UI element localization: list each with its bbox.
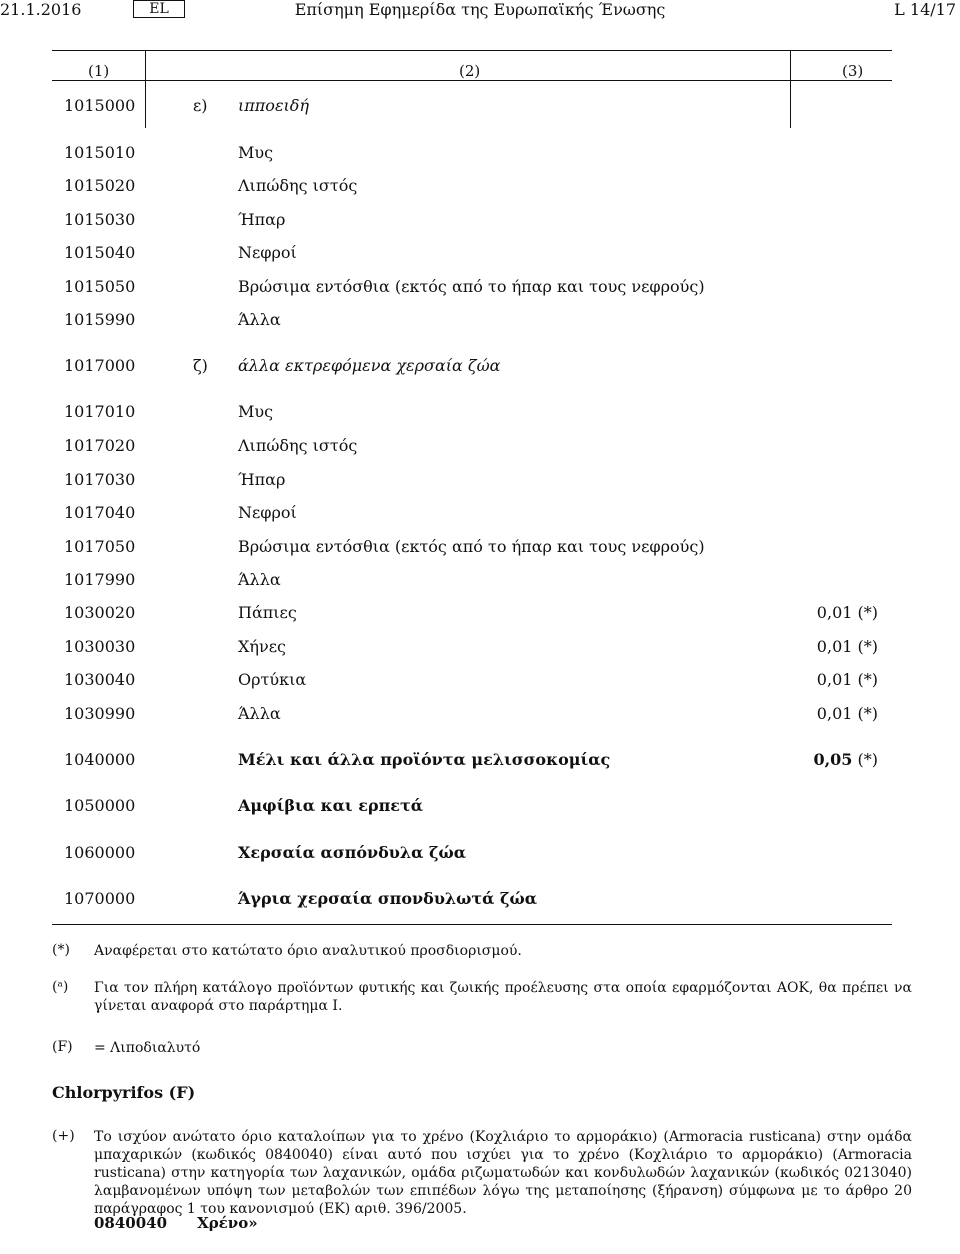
- footnote-text: = Λιποδιαλυτό: [94, 1040, 201, 1056]
- row-marker: ζ): [193, 356, 208, 375]
- row-code: 1015010: [64, 143, 136, 162]
- footnote-a: [52, 979, 912, 1019]
- table-row: [52, 537, 892, 559]
- row-value: [817, 603, 878, 622]
- row-code: 1030020: [64, 603, 136, 622]
- table-row: [52, 470, 892, 492]
- page-header: [0, 0, 960, 20]
- row-name: Μυς: [238, 143, 274, 162]
- row-name: Μυς: [238, 402, 274, 421]
- plus-note-label: (+): [52, 1128, 75, 1144]
- footnote-label: (ᵃ): [52, 979, 69, 995]
- row-value-bold: 0,05: [813, 750, 853, 769]
- row-code: 1015990: [64, 310, 136, 329]
- row-marker: ε): [193, 96, 208, 115]
- row-code: 1030040: [64, 670, 136, 689]
- table-row: [52, 310, 892, 332]
- column-header-2: (2): [459, 62, 481, 80]
- row-value: [817, 637, 878, 656]
- row-code: 1070000: [64, 889, 136, 908]
- row-code: 1060000: [64, 843, 136, 862]
- row-value-text: 0,01 (*): [816, 670, 878, 689]
- row-value-text: 0,01 (*): [816, 704, 878, 723]
- table-bottom-border: [52, 924, 892, 925]
- footnote-label: (F): [52, 1039, 73, 1055]
- row-name: Χήνες: [238, 637, 286, 656]
- row-code: 1015000: [64, 96, 136, 115]
- row-value-text: 0,01 (*): [816, 637, 878, 656]
- row-name: άλλα εκτρεφόμενα χερσαία ζώα: [238, 356, 501, 375]
- row-code: 1017040: [64, 503, 136, 522]
- table-row: [52, 503, 892, 525]
- footnote-text: Για τον πλήρη κατάλογο προϊόντων φυτικής και ζωικής προέλευσης στα οποία εφαρμόζονται ΑΟΚ, θα πρέπει να γίνεται αναφορά στο παράρτημα I.: [94, 980, 912, 1014]
- row-code: 1017010: [64, 402, 136, 421]
- row-code: 1015030: [64, 210, 136, 229]
- row-code: 1030030: [64, 637, 136, 656]
- table-row: [52, 143, 892, 165]
- table-row: [52, 750, 892, 772]
- row-value-text: (*): [852, 750, 878, 769]
- row-name: ιπποειδή: [238, 96, 310, 115]
- mrl-table: [52, 50, 892, 925]
- row-code: 1015040: [64, 243, 136, 262]
- row-name: Ορτύκια: [238, 670, 307, 689]
- row-name: Νεφροί: [238, 243, 297, 262]
- final-row-name: Χρένο»: [197, 1214, 258, 1232]
- plus-note: [52, 1128, 912, 1217]
- row-name: Αμφίβια και ερπετά: [238, 796, 424, 815]
- table-row: [52, 637, 892, 659]
- row-code: 1017000: [64, 356, 136, 375]
- row-name: Μέλι και άλλα προϊόντα μελισσοκομίας: [238, 750, 611, 769]
- table-row: [52, 210, 892, 232]
- row-code: 1017030: [64, 470, 136, 489]
- row-value: [817, 704, 878, 723]
- row-code: 1040000: [64, 750, 136, 769]
- final-row-code: 0840040: [94, 1214, 168, 1232]
- row-name: Νεφροί: [238, 503, 297, 522]
- row-name: Βρώσιμα εντόσθια (εκτός από το ήπαρ και τους νεφρούς): [238, 277, 705, 296]
- final-row: [94, 1214, 258, 1232]
- column-header-3: (3): [842, 62, 864, 80]
- table-row: [52, 843, 892, 865]
- table-row: [52, 704, 892, 726]
- row-value-text: 0,01 (*): [816, 603, 878, 622]
- row-code: 1030990: [64, 704, 136, 723]
- row-name: Βρώσιμα εντόσθια (εκτός από το ήπαρ και τους νεφρούς): [238, 537, 705, 556]
- table-row: [52, 889, 892, 911]
- section-title: Chlorpyrifos (F): [52, 1083, 196, 1102]
- row-value: [813, 750, 878, 769]
- table-row: [52, 670, 892, 692]
- row-name: Λιπώδης ιστός: [238, 436, 358, 455]
- footnote-label: (*): [52, 942, 70, 958]
- row-code: 1050000: [64, 796, 136, 815]
- table-row: [52, 277, 892, 299]
- row-code: 1017050: [64, 537, 136, 556]
- table-row: [52, 570, 892, 592]
- footnote-text: Αναφέρεται στο κατώτατο όριο αναλυτικού προσδιορισμού.: [94, 943, 522, 959]
- table-row: [52, 96, 892, 118]
- row-code: 1015020: [64, 176, 136, 195]
- row-value: [817, 670, 878, 689]
- table-row: [52, 176, 892, 198]
- header-bottom-border: [52, 80, 892, 81]
- row-name: Άλλα: [238, 310, 281, 329]
- row-code: 1017990: [64, 570, 136, 589]
- table-row: [52, 436, 892, 458]
- row-name: Άγρια χερσαία σπονδυλωτά ζώα: [238, 889, 538, 908]
- row-code: 1015050: [64, 277, 136, 296]
- table-row: [52, 243, 892, 265]
- table-row: [52, 356, 892, 378]
- page-number: L 14/17: [894, 0, 956, 19]
- row-name: Χερσαία ασπόνδυλα ζώα: [238, 843, 467, 862]
- column-header-1: (1): [88, 62, 110, 80]
- table-row: [52, 603, 892, 625]
- table-row: [52, 796, 892, 818]
- row-name: Ήπαρ: [238, 210, 286, 229]
- row-name: Πάπιες: [238, 603, 297, 622]
- language-badge: EL: [133, 0, 185, 18]
- table-row: [52, 402, 892, 424]
- row-name: Άλλα: [238, 570, 281, 589]
- row-name: Λιπώδης ιστός: [238, 176, 358, 195]
- row-name: Ήπαρ: [238, 470, 286, 489]
- table-top-border: [52, 50, 892, 51]
- plus-note-text: Το ισχύον ανώτατο όριο καταλοίπων για το χρένο (Κοχλιάριο το αρμοράκιο) (Armoracia rusticana) στην ομάδα μπαχαρικών (κωδικός 0840040) είναι αυτό που ισχύει για το χρένο (Κοχλιάριο το αρμοράκιο) (Armoracia rusticana) στην κατηγορία των λαχανικών, ομάδα ριζωματωδών και κονδυλωδών λαχανικών (κωδικός 0213040) λαμβανομένων υπόψη των μεταβολών των επιπέδων λόγω της μεταποίησης (ξήρανση) σύμφωνα με το άρθρο 20 παράγραφος 1 του κανονισμού (ΕΚ) αριθ. 396/2005.: [94, 1129, 912, 1217]
- row-name: Άλλα: [238, 704, 281, 723]
- header-date: 21.1.2016: [0, 0, 82, 19]
- journal-title: Επίσημη Εφημερίδα της Ευρωπαϊκής Ένωσης: [294, 0, 666, 19]
- row-code: 1017020: [64, 436, 136, 455]
